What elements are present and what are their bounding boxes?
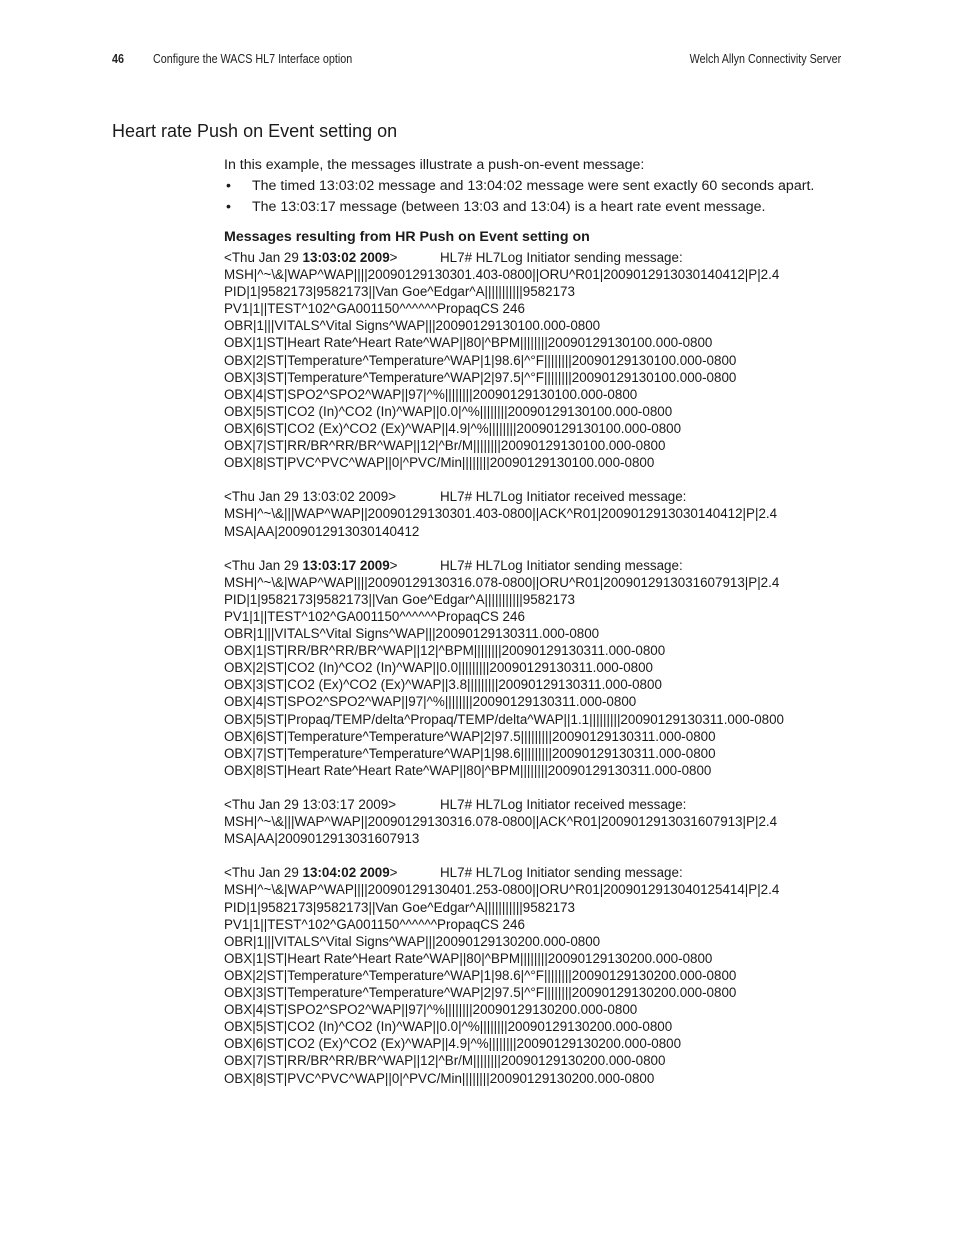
hl7-segment-line: PID|1|9582173|9582173||Van Goe^Edgar^A|||||||||||9582173	[224, 284, 575, 300]
timestamp-prefix: <Thu Jan 29	[224, 557, 303, 573]
message-action: HL7# HL7Log Initiator sending message:	[440, 865, 683, 881]
message-action: HL7# HL7Log Initiator sending message:	[440, 250, 683, 265]
hl7-segment-line: OBX|2|ST|Temperature^Temperature^WAP|1|98.6|^°F||||||||20090129130100.000-0800	[224, 352, 737, 368]
hl7-segment-line: OBX|6|ST|Temperature^Temperature^WAP|2|97.5|||||||||20090129130311.000-0800	[224, 728, 716, 744]
hl7-segment-line: MSH|^~\&|||WAP^WAP||20090129130301.403-0800||ACK^R01|2009012913030140412|P|2.4	[224, 506, 778, 522]
hl7-segment-line: OBX|1|ST|Heart Rate^Heart Rate^WAP||80|^BPM||||||||20090129130200.000-0800	[224, 950, 713, 966]
hl7-segment-line: OBX|2|ST|Temperature^Temperature^WAP|1|98.6|^°F||||||||20090129130200.000-0800	[224, 967, 737, 983]
timestamp-suffix: >	[388, 797, 397, 812]
hl7-segment-line: MSH|^~\&|||WAP^WAP||20090129130316.078-0800||ACK^R01|2009012913031607913|P|2.4	[224, 814, 778, 830]
timestamp-suffix: >	[388, 489, 397, 505]
hl7-segment-line: OBX|8|ST|PVC^PVC^WAP||0|^PVC/Min||||||||20090129130200.000-0800	[224, 1070, 655, 1086]
bullet-icon: •	[226, 199, 231, 215]
hl7-segment-line: OBX|6|ST|CO2 (Ex)^CO2 (Ex)^WAP||4.9|^%||||||||20090129130100.000-0800	[224, 420, 682, 436]
hl7-segment-line: OBX|1|ST|Heart Rate^Heart Rate^WAP||80|^BPM||||||||20090129130100.000-0800	[224, 335, 713, 351]
hl7-segment-line: MSH|^~\&|WAP^WAP||||20090129130301.403-0800||ORU^R01|2009012913030140412|P|2.4	[224, 267, 780, 283]
timestamp-prefix: <Thu Jan 29	[224, 865, 303, 881]
message-log	[224, 249, 844, 1087]
message-timestamp-line	[224, 796, 844, 813]
timestamp-time: 13:04:02 2009	[302, 865, 390, 881]
timestamp-suffix: >	[389, 865, 398, 881]
hl7-segment-line: PV1|1||TEST^102^GA001150^^^^^^PropaqCS 246	[224, 916, 525, 932]
timestamp-suffix: >	[389, 250, 398, 265]
hl7-segment-line: OBX|8|ST|Heart Rate^Heart Rate^WAP||80|^BPM||||||||20090129130311.000-0800	[224, 762, 712, 778]
message-timestamp-line	[224, 557, 844, 574]
timestamp-suffix: >	[389, 557, 398, 573]
product-name: Welch Allyn Connectivity Server	[689, 52, 841, 66]
bullet-list	[224, 176, 844, 217]
hl7-segment-line: MSH|^~\&|WAP^WAP||||20090129130401.253-0800||ORU^R01|2009012913040125414|P|2.4	[224, 882, 780, 898]
section-body	[224, 155, 844, 1104]
hl7-segment-line: MSH|^~\&|WAP^WAP||||20090129130316.078-0800||ORU^R01|2009012913031607913|P|2.4	[224, 574, 780, 590]
hl7-segment-line: OBX|7|ST|Temperature^Temperature^WAP|1|98.6|||||||||20090129130311.000-0800	[224, 745, 716, 761]
message-block	[224, 249, 844, 471]
bullet-icon: •	[226, 178, 231, 194]
message-action: HL7# HL7Log Initiator received message:	[440, 489, 687, 505]
hl7-segment-line: OBX|5|ST|Propaq/TEMP/delta^Propaq/TEMP/delta^WAP||1.1|||||||||20090129130311.000-0800	[224, 711, 785, 727]
hl7-segment-line: PV1|1||TEST^102^GA001150^^^^^^PropaqCS 246	[224, 301, 525, 317]
message-block	[224, 864, 844, 1086]
chapter-title: Configure the WACS HL7 Interface option	[153, 52, 353, 66]
timestamp-prefix: <Thu Jan 29 13:03:17 2009	[224, 797, 389, 812]
hl7-segment-line: PID|1|9582173|9582173||Van Goe^Edgar^A|||||||||||9582173	[224, 591, 575, 607]
hl7-segment-line: OBX|5|ST|CO2 (In)^CO2 (In)^WAP||0.0|^%||||||||20090129130100.000-0800	[224, 403, 673, 419]
hl7-segment-line: OBX|4|ST|SPO2^SPO2^WAP||97|^%||||||||20090129130100.000-0800	[224, 386, 638, 402]
hl7-segment-line: OBX|8|ST|PVC^PVC^WAP||0|^PVC/Min||||||||20090129130100.000-0800	[224, 455, 655, 471]
timestamp-time: 13:03:02 2009	[302, 250, 390, 265]
hl7-segment-line: OBX|5|ST|CO2 (In)^CO2 (In)^WAP||0.0|^%||||||||20090129130200.000-0800	[224, 1019, 673, 1035]
hl7-segment-line: MSA|AA|2009012913030140412	[224, 523, 420, 539]
hl7-segment-line: OBR|1|||VITALS^Vital Signs^WAP|||20090129130200.000-0800	[224, 933, 601, 949]
hl7-segment-line: OBR|1|||VITALS^Vital Signs^WAP|||20090129130311.000-0800	[224, 626, 600, 642]
list-item: • The 13:03:17 message (between 13:03 and 13:04) is a heart rate event message.	[226, 199, 766, 215]
timestamp-prefix: <Thu Jan 29 13:03:02 2009	[224, 489, 389, 505]
hl7-segment-line: OBR|1|||VITALS^Vital Signs^WAP|||20090129130100.000-0800	[224, 318, 601, 334]
message-action: HL7# HL7Log Initiator received message:	[440, 797, 687, 812]
hl7-segment-line: OBX|6|ST|CO2 (Ex)^CO2 (Ex)^WAP||4.9|^%||||||||20090129130200.000-0800	[224, 1036, 682, 1052]
timestamp-prefix: <Thu Jan 29	[224, 250, 303, 265]
hl7-segment-line: PV1|1||TEST^102^GA001150^^^^^^PropaqCS 246	[224, 608, 525, 624]
intro-paragraph: In this example, the messages illustrate a push-on-event message:	[224, 157, 645, 173]
timestamp-time: 13:03:17 2009	[302, 557, 390, 573]
message-block	[224, 557, 844, 779]
section-title: Heart rate Push on Event setting on	[112, 121, 398, 141]
message-timestamp-line	[224, 249, 844, 266]
hl7-segment-line: OBX|1|ST|RR/BR^RR/BR^WAP||12|^BPM||||||||20090129130311.000-0800	[224, 643, 666, 659]
message-timestamp-line	[224, 864, 844, 881]
hl7-segment-line: OBX|4|ST|SPO2^SPO2^WAP||97|^%||||||||20090129130311.000-0800	[224, 694, 637, 710]
hl7-segment-line: OBX|4|ST|SPO2^SPO2^WAP||97|^%||||||||20090129130200.000-0800	[224, 1002, 638, 1018]
message-action: HL7# HL7Log Initiator sending message:	[440, 557, 683, 573]
hl7-segment-line: OBX|2|ST|CO2 (In)^CO2 (In)^WAP||0.0|||||||||20090129130311.000-0800	[224, 660, 653, 676]
hl7-segment-line: OBX|7|ST|RR/BR^RR/BR^WAP||12|^Br/M||||||||20090129130200.000-0800	[224, 1053, 666, 1069]
message-block	[224, 796, 844, 847]
message-timestamp-line	[224, 488, 844, 505]
hl7-segment-line: OBX|3|ST|Temperature^Temperature^WAP|2|97.5|^°F||||||||20090129130200.000-0800	[224, 985, 737, 1001]
message-block	[224, 488, 844, 539]
hl7-segment-line: MSA|AA|2009012913031607913	[224, 831, 420, 847]
subheading: Messages resulting from HR Push on Event setting on	[224, 229, 590, 245]
hl7-segment-line: OBX|7|ST|RR/BR^RR/BR^WAP||12|^Br/M||||||||20090129130100.000-0800	[224, 438, 666, 454]
list-item: • The timed 13:03:02 message and 13:04:02 message were sent exactly 60 seconds apart.	[226, 178, 815, 194]
hl7-segment-line: OBX|3|ST|Temperature^Temperature^WAP|2|97.5|^°F||||||||20090129130100.000-0800	[224, 369, 737, 385]
hl7-segment-line: OBX|3|ST|CO2 (Ex)^CO2 (Ex)^WAP||3.8|||||||||20090129130311.000-0800	[224, 677, 662, 693]
page-number: 46	[112, 52, 124, 66]
hl7-segment-line: PID|1|9582173|9582173||Van Goe^Edgar^A|||||||||||9582173	[224, 899, 575, 915]
